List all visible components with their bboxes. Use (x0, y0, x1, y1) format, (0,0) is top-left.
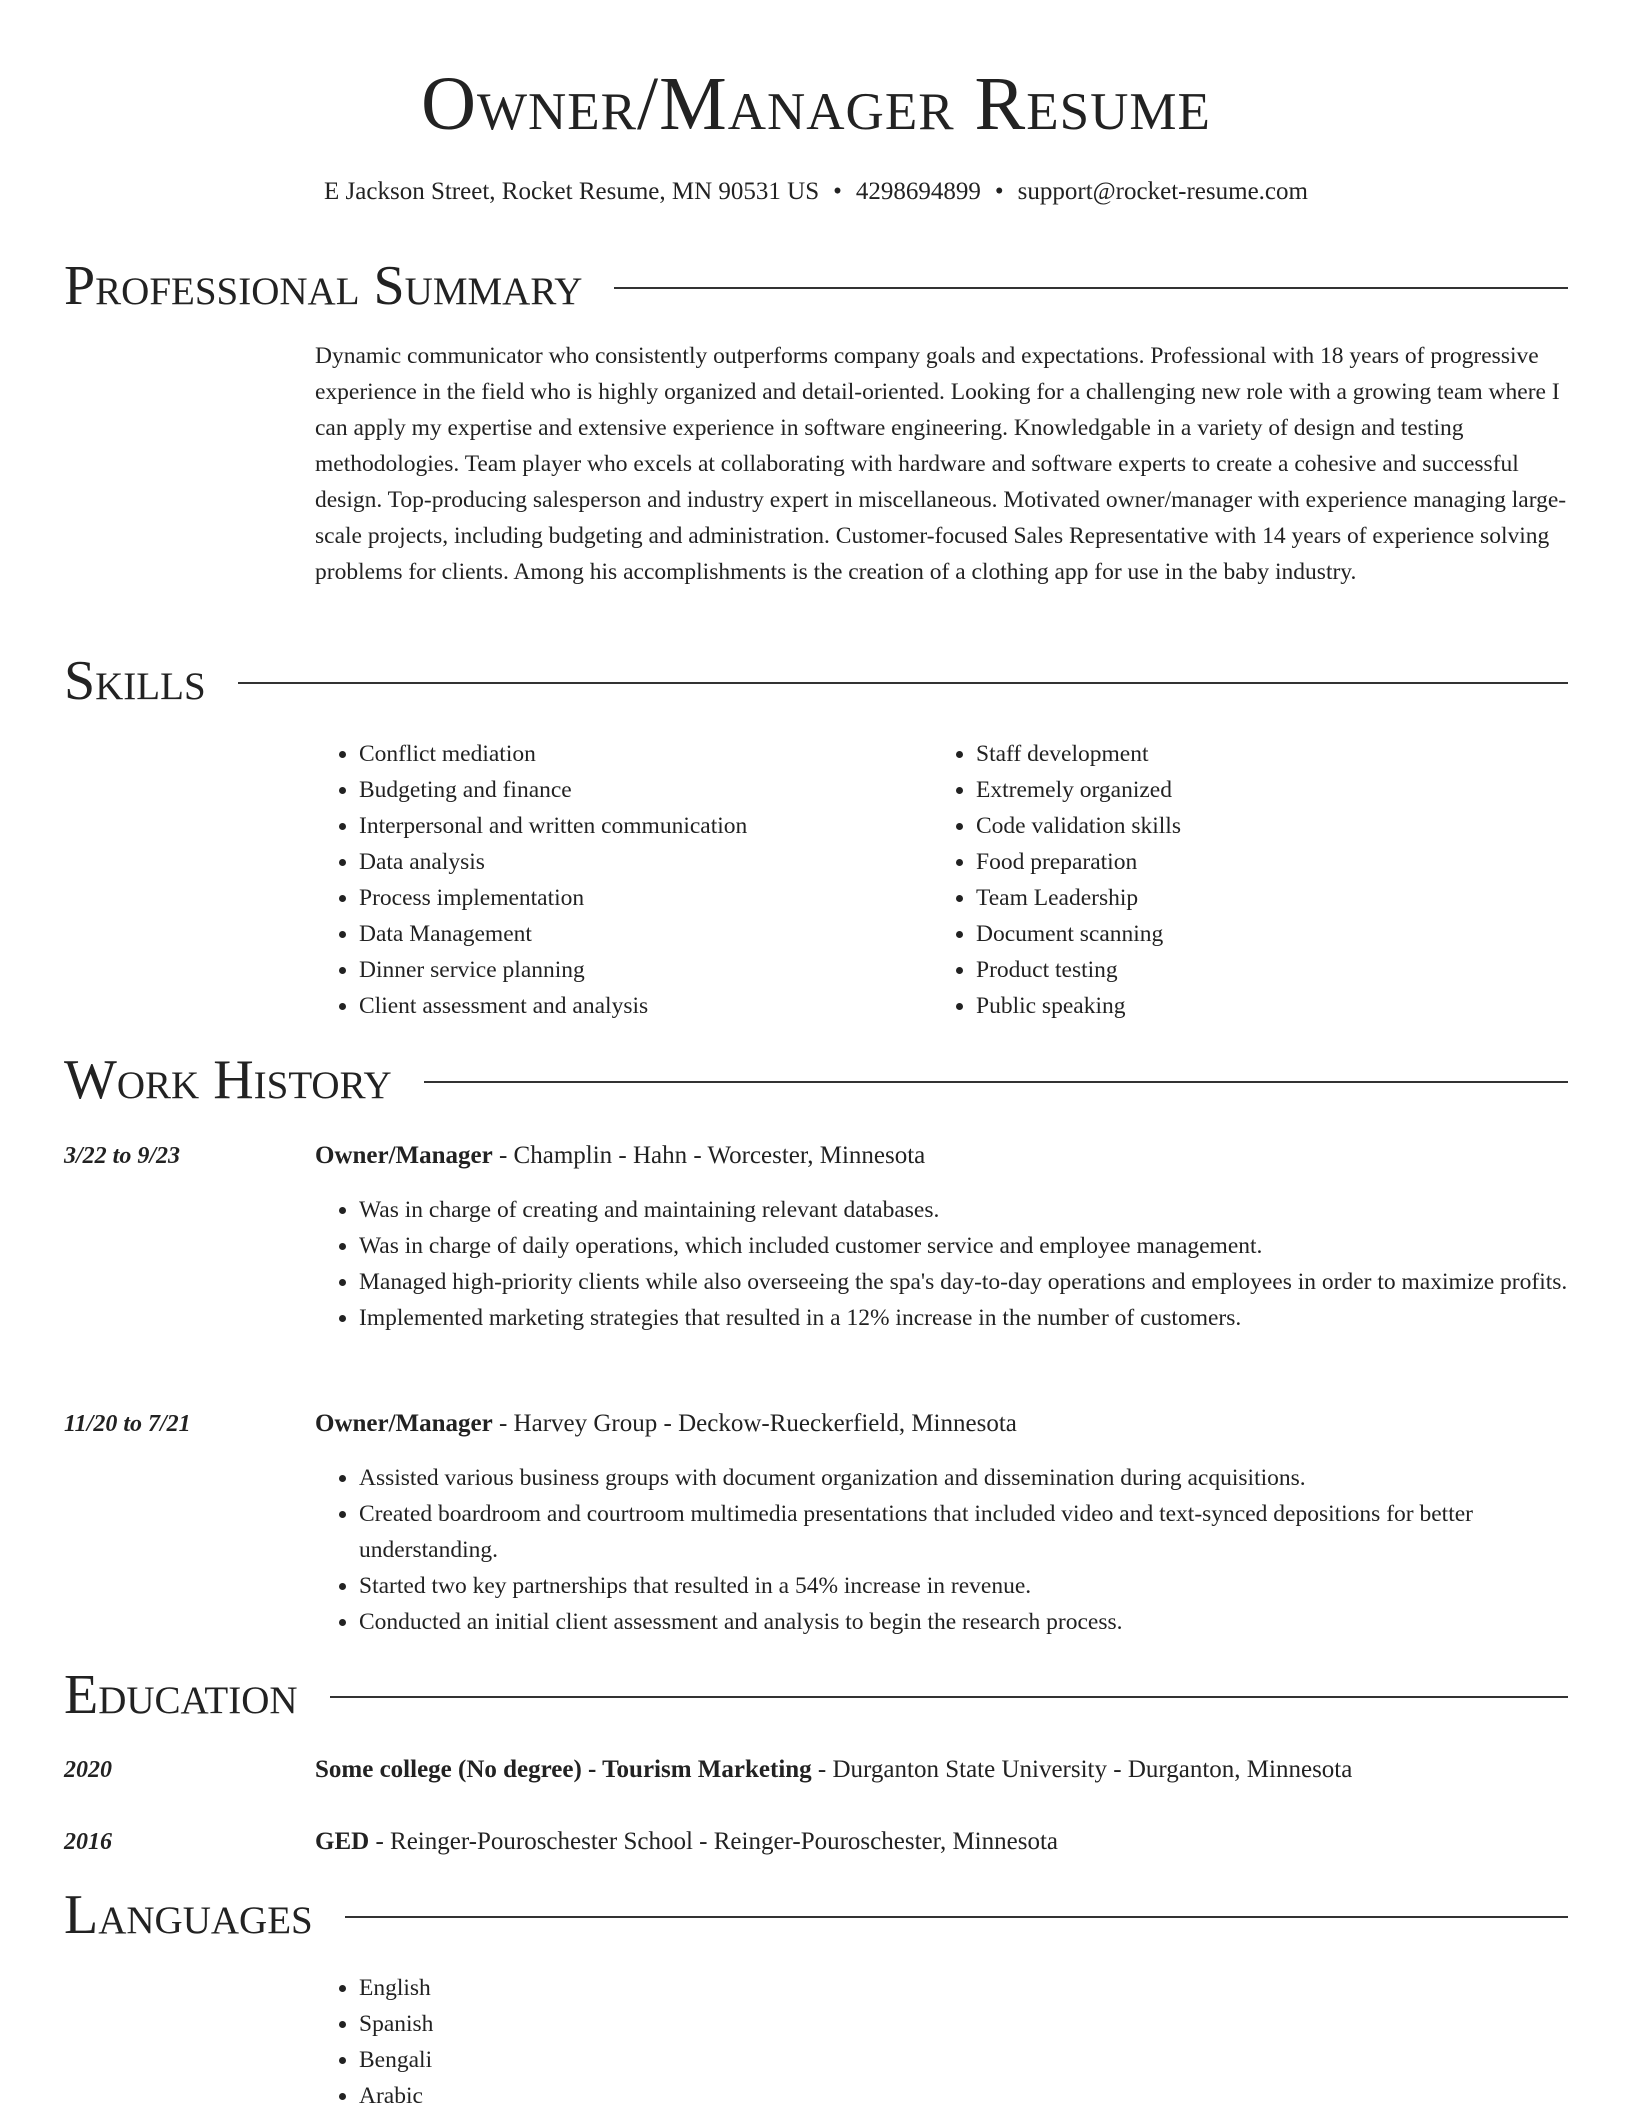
education-year: 2020 (64, 1757, 112, 1783)
job-bullets (315, 1192, 1568, 1336)
job-bullet: • Created boardroom and courtroom multimedia presentations that included video and text-synced depositions for better understanding. (359, 1496, 1568, 1568)
section-header-work (64, 1045, 1568, 1115)
resume-title: Owner/Manager Resume (421, 62, 1211, 146)
education-degree: Some college (No degree) - Tourism Marketing (315, 1756, 812, 1783)
job-bullet: • Assisted various business groups with document organization and dissemination during acquisitions. (359, 1460, 1568, 1496)
section-title-languages: Languages (64, 1884, 313, 1946)
language-item: • Spanish (359, 2006, 915, 2042)
skill-item: • Budgeting and finance (359, 772, 915, 808)
skill-item: • Food preparation (976, 844, 1532, 880)
job-bullet: • Implemented marketing strategies that resulted in a 12% increase in the number of customers. (359, 1300, 1568, 1336)
section-divider (614, 287, 1568, 289)
contact-line (0, 175, 1632, 209)
job-title: Owner/Manager (315, 1410, 493, 1437)
languages-list (315, 1970, 915, 2114)
section-title-skills: Skills (64, 650, 206, 712)
education-degree: GED (315, 1828, 370, 1855)
skill-item: • Data Management (359, 916, 915, 952)
skills-column-left (315, 736, 915, 1024)
job-title-line (315, 1138, 1568, 1174)
education-line (315, 1752, 1568, 1788)
language-item: • English (359, 1970, 915, 2006)
skill-item: • Product testing (976, 952, 1532, 988)
section-title-work: Work History (64, 1049, 392, 1111)
job-bullet: • Was in charge of creating and maintaining relevant databases. (359, 1192, 1568, 1228)
section-header-languages (64, 1880, 1568, 1950)
job-title: Owner/Manager (315, 1142, 493, 1169)
job-bullet: • Started two key partnerships that resulted in a 54% increase in revenue. (359, 1568, 1568, 1604)
skill-item: • Staff development (976, 736, 1532, 772)
education-details: - Reinger-Pouroschester School - Reinger-Pouroschester, Minnesota (369, 1828, 1058, 1855)
language-item: • Arabic (359, 2078, 915, 2114)
contact-separator: • (833, 178, 842, 205)
skill-item: • Document scanning (976, 916, 1532, 952)
contact-separator: • (994, 178, 1004, 205)
skill-item: • Extremely organized (976, 772, 1532, 808)
section-title-education: Education (64, 1664, 298, 1726)
contact-email: support@rocket-resume.com (1017, 178, 1308, 205)
section-divider (238, 682, 1568, 684)
language-item: • Bengali (359, 2042, 915, 2078)
section-divider (330, 1696, 1568, 1698)
section-header-skills (64, 646, 1568, 716)
job-bullets (315, 1460, 1568, 1640)
contact-phone: 4298694899 (855, 178, 981, 205)
job-title-line (315, 1406, 1568, 1442)
skill-item: • Client assessment and analysis (359, 988, 915, 1024)
contact-address: E Jackson Street, Rocket Resume, MN 90531 US (324, 178, 820, 205)
education-details: - Durganton State University - Durganton, Minnesota (811, 1756, 1353, 1783)
skill-item: • Conflict mediation (359, 736, 915, 772)
section-header-education (64, 1660, 1568, 1730)
job-details: - Harvey Group - Deckow-Rueckerfield, Minnesota (492, 1410, 1017, 1437)
job-bullet: • Managed high-priority clients while also overseeing the spa's day-to-day operations and employees in order to maximize profits. (359, 1264, 1568, 1300)
skill-item: • Dinner service planning (359, 952, 915, 988)
skill-item: • Process implementation (359, 880, 915, 916)
section-divider (424, 1081, 1568, 1083)
education-line (315, 1824, 1568, 1860)
skill-item: • Interpersonal and written communication (359, 808, 915, 844)
skill-item: • Team Leadership (976, 880, 1532, 916)
job-bullet: • Was in charge of daily operations, which included customer service and employee management. (359, 1228, 1568, 1264)
skill-item: • Code validation skills (976, 808, 1532, 844)
summary-text: Dynamic communicator who consistently outperforms company goals and expectations. Professional with 18 years of progressive experience in the field who is highly organized and detail-oriented. Looking for a challenging new role with a growing team where I can apply my expertise and extensive experience in software engineering. Knowledgable in a variety of design and testing methodologies. Team player who excels at collaborating with hardware and software experts to create a cohesive and successful design. Top-producing salesperson and industry expert in miscellaneous. Motivated owner/manager with experience managing large-scale projects, including budgeting and administration. Customer-focused Sales Representative with 14 years of experience solving problems for clients. Among his accomplishments is the creation of a clothing app for use in the baby industry. (315, 343, 1567, 585)
skill-item: • Public speaking (976, 988, 1532, 1024)
job-dates: 11/20 to 7/21 (64, 1411, 191, 1437)
job-bullet: • Conducted an initial client assessment and analysis to begin the research process. (359, 1604, 1568, 1640)
section-divider (345, 1916, 1568, 1918)
job-dates: 3/22 to 9/23 (64, 1143, 181, 1169)
job-details: - Champlin - Hahn - Worcester, Minnesota (492, 1142, 926, 1169)
skill-item: • Data analysis (359, 844, 915, 880)
education-year: 2016 (64, 1829, 112, 1855)
skills-column-right (932, 736, 1532, 1024)
section-header-summary (64, 251, 1568, 321)
section-title-summary: Professional Summary (64, 255, 583, 317)
